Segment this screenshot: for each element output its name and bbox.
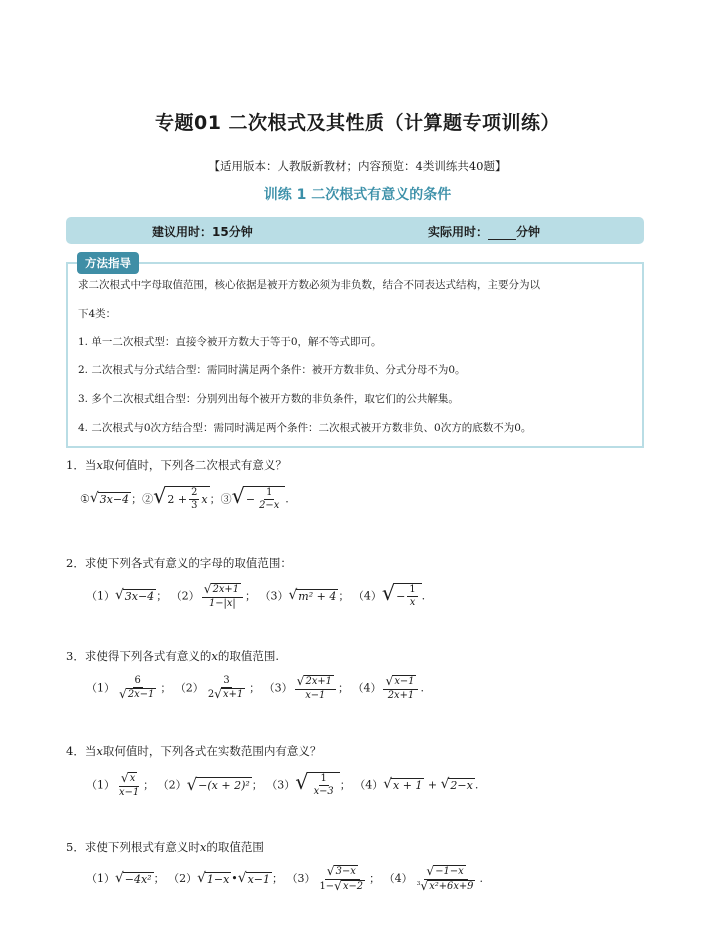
- radical: √ x+1: [214, 687, 244, 702]
- label: （4）: [352, 589, 382, 603]
- section-heading: 训练 1 二次根式有意义的条件: [263, 187, 452, 203]
- fraction: [117, 675, 158, 702]
- op: +: [424, 778, 441, 792]
- denominator: x−1: [305, 689, 326, 701]
- label: （2）: [157, 778, 187, 792]
- radicand: 3x−4: [124, 590, 155, 604]
- guide-line: 求二次根式中字母取值范围，核心依据是被开方数必须为非负数，结合不同表达式结构，主要分为以: [78, 279, 540, 291]
- fraction: [257, 487, 281, 513]
- q-text: 的取值范围.: [217, 649, 279, 663]
- q-text: 1．当: [66, 458, 97, 472]
- fraction: [407, 584, 417, 610]
- sep: ；: [245, 589, 256, 603]
- radicand: 2x−1: [127, 689, 155, 701]
- radical: √ 3−x: [326, 864, 356, 879]
- label: （3）: [266, 778, 296, 792]
- label: ①: [80, 492, 90, 506]
- numerator: 2: [189, 487, 199, 500]
- radical: √ x: [120, 771, 136, 785]
- q-text: 3．求使得下列各式有意义的: [66, 649, 212, 663]
- sep: ；: [131, 492, 143, 506]
- radical: √ 2x−1: [119, 687, 155, 702]
- label: （1）: [86, 681, 115, 695]
- sep: ；: [251, 778, 263, 792]
- radicand: −(x + 2)²: [196, 777, 252, 794]
- radicand: 2−x: [450, 779, 473, 793]
- sep: ；: [156, 589, 168, 603]
- label: （1）: [86, 778, 115, 792]
- q-text: 取何值时，下列各式在实数范围内有意义？: [102, 744, 322, 758]
- denominator: 1−|x|: [208, 597, 236, 609]
- numerator: 6: [133, 675, 143, 688]
- radical: √ x−2: [334, 878, 364, 893]
- radical: √ x²+6x+9: [420, 878, 474, 893]
- q-text: 的取值范围: [206, 840, 264, 854]
- time-bar: [66, 217, 644, 244]
- term: 1−: [319, 880, 335, 892]
- label: ②: [142, 492, 154, 506]
- actual-time-blank[interactable]: [488, 227, 516, 240]
- q-var: x: [199, 840, 207, 854]
- q2-expressions: [86, 583, 425, 610]
- label: （1）: [86, 589, 115, 603]
- radical: √ 2x+1: [203, 582, 239, 596]
- fraction: [202, 583, 243, 610]
- radicand: −4x²: [124, 873, 152, 887]
- radicand: x + 1: [393, 779, 423, 793]
- op: •: [231, 872, 238, 886]
- edition-info: 【适用版本：人教版新教材；内容预览：4类训练共40题】: [208, 159, 507, 173]
- guide-line: 3. 多个二次根式组合型：分别列出每个被开方数的非负条件，取它们的公共解集。: [78, 393, 459, 405]
- q-var: x: [211, 649, 218, 663]
- radicand: 3−x: [335, 866, 356, 878]
- term: 2 +: [167, 493, 188, 507]
- denominator: x−1: [119, 786, 140, 798]
- coef: 2: [207, 689, 215, 701]
- radicand: m² + 4: [298, 590, 337, 604]
- end: .: [420, 681, 424, 695]
- guide-line: 2. 二次根式与分式结合型：需同时满足两个条件：被开方数非负、分式分母不为0。: [78, 364, 466, 376]
- label: （3）: [259, 589, 289, 603]
- radical: √ − $\frac{1}{x}$: [382, 583, 422, 610]
- sep: ；: [339, 778, 351, 792]
- q1-expressions: [80, 486, 289, 513]
- term: −: [396, 590, 406, 604]
- label: ③: [220, 492, 232, 506]
- question-4: [66, 743, 321, 759]
- q-text: 4．当: [66, 744, 97, 758]
- radicand: 3x−4: [99, 493, 130, 507]
- q-text: 5．求使下列根式有意义时: [66, 840, 200, 854]
- numerator: 1: [319, 773, 329, 786]
- label: （4）: [352, 681, 382, 695]
- fraction: [383, 675, 418, 702]
- guide-line: 下4类：: [78, 308, 117, 320]
- q5-expressions: [86, 865, 483, 893]
- fraction: [415, 865, 478, 893]
- guide-line: 4. 二次根式与0次方结合型：需同时满足两个条件：二次根式被开方数非负、0次方的底数不为0。: [78, 422, 532, 434]
- radicand: 2x+1: [305, 676, 332, 687]
- radicand: x²+6x+9: [429, 880, 474, 892]
- fraction: [317, 865, 367, 893]
- radicand: x: [129, 773, 136, 784]
- fraction: [295, 675, 336, 702]
- end: .: [421, 589, 426, 603]
- denominator: 2−x: [259, 500, 280, 512]
- term: x: [201, 493, 208, 507]
- radicand: −1−x: [435, 866, 464, 877]
- method-guide-tag: 方法指导: [77, 252, 139, 274]
- sep: ；: [143, 778, 155, 792]
- actual-time: [428, 223, 540, 240]
- question-2: 2．求使下列各式有意义的字母的取值范围：: [66, 556, 292, 570]
- radical: √ −1−x: [426, 864, 464, 878]
- q-var: x: [96, 744, 103, 758]
- radical: √ x−1: [237, 870, 270, 887]
- question-5: [66, 839, 264, 855]
- q3-expressions: [86, 675, 424, 702]
- numerator: 3: [221, 675, 231, 688]
- end: .: [479, 872, 483, 886]
- sep: ；: [209, 492, 221, 506]
- radicand: 1−x: [206, 873, 230, 887]
- page-title: 专题01 二次根式及其性质（计算题专项训练）: [154, 112, 561, 134]
- radical: √ x + 1: [383, 776, 423, 793]
- denominator: x−3: [313, 786, 334, 798]
- numerator: 1: [407, 584, 417, 597]
- sep: ；: [160, 681, 172, 695]
- radical: √ 2−x: [440, 776, 473, 793]
- radical: √ − $\frac{1}{2-x}$: [232, 486, 286, 513]
- radical: √ $\frac{1}{x-3}$: [295, 772, 339, 799]
- fraction: [312, 773, 336, 799]
- sep: ；: [153, 872, 165, 886]
- label: （4）: [354, 778, 384, 792]
- question-1: [66, 457, 287, 473]
- label: （2）: [170, 589, 200, 603]
- fraction: [117, 772, 141, 799]
- radical: √ −4x²: [115, 870, 152, 887]
- fraction: [206, 675, 247, 702]
- sep: ；: [271, 872, 283, 886]
- numerator: 1: [264, 487, 274, 500]
- label: （1）: [86, 872, 115, 886]
- label: （4）: [383, 872, 413, 886]
- radical: √ 3x−4: [115, 587, 155, 604]
- q4-expressions: [86, 772, 478, 799]
- denominator: x: [409, 597, 416, 609]
- actual-time-unit: 分钟: [516, 225, 541, 239]
- guide-line: 1. 单一二次根式型：直接令被开方数大于等于0，解不等式即可。: [78, 336, 382, 348]
- radical: √ m² + 4: [288, 587, 337, 604]
- radical: √ −(x + 2)²: [186, 775, 250, 795]
- label: （3）: [263, 681, 293, 695]
- denominator: 3: [191, 500, 198, 512]
- radical: √ 2 + $\frac{2}{3}$ x: [153, 484, 208, 512]
- end: .: [285, 492, 289, 506]
- sep: ；: [337, 681, 349, 695]
- radicand: x−2: [342, 880, 364, 892]
- radicand: x−1: [394, 676, 415, 687]
- actual-time-label: 实际用时：: [428, 225, 489, 239]
- label: （2）: [174, 681, 204, 695]
- q-var: x: [96, 458, 103, 472]
- sep: ；: [338, 589, 350, 603]
- fraction: [189, 487, 199, 513]
- label: （2）: [168, 872, 198, 886]
- term: −: [245, 493, 256, 507]
- radicand: 2x+1: [212, 584, 239, 595]
- radical: √ 3x−4: [89, 490, 130, 507]
- suggested-time: 建议用时：15分钟: [152, 225, 253, 239]
- q-text: 取何值时，下列各二次根式有意义？: [102, 458, 287, 472]
- sep: ；: [369, 872, 381, 886]
- sep: ；: [249, 681, 261, 695]
- denominator: 2x+1: [387, 689, 415, 701]
- radicand: x−1: [247, 873, 270, 887]
- question-3: [66, 648, 279, 664]
- radicand: x+1: [223, 689, 244, 701]
- end: .: [474, 778, 479, 792]
- radical: √ 2x+1: [296, 674, 332, 688]
- label: （3）: [286, 872, 316, 886]
- root-index: 3: [416, 879, 421, 887]
- radical: √ x−1: [385, 674, 415, 688]
- radical: √ 1−x: [197, 870, 230, 887]
